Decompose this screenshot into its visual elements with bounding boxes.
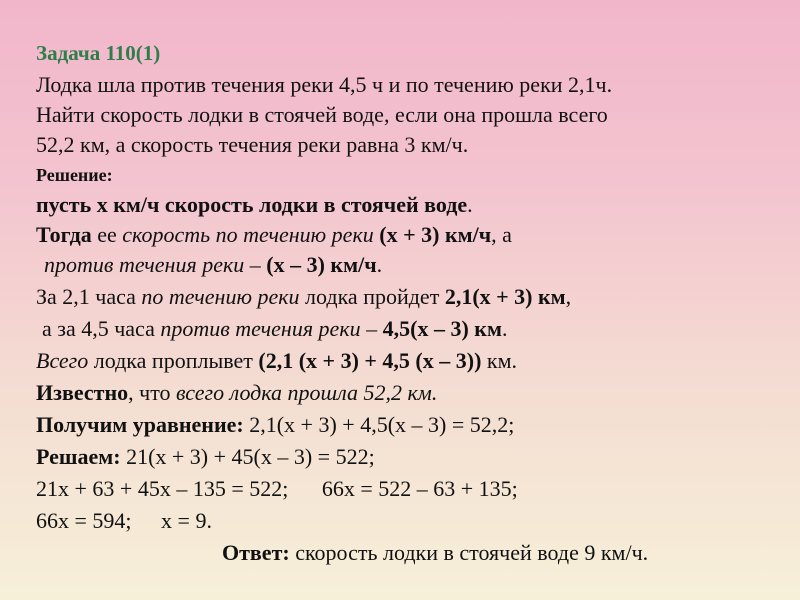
downstream-distance-expr: 2,1(х + 3) км <box>444 284 566 309</box>
downstream-speed-expr: (х + 3) км/ч <box>373 222 492 247</box>
solve-label: Решаем: <box>36 444 121 469</box>
problem-text-line-2: Найти скорость лодки в стоячей воде, если она прошла всего <box>36 102 608 127</box>
answer-label: Ответ: <box>222 540 290 565</box>
text-segment: , <box>565 284 572 309</box>
upstream-distance-expr: 4,5(х – 3) км <box>382 316 502 341</box>
text-segment: За 2,1 часа <box>36 284 142 309</box>
solution-label: Решение: <box>36 165 113 185</box>
known-word: Известно <box>36 380 129 405</box>
text-segment: ее <box>91 222 123 247</box>
solution-line-10 <box>36 476 518 502</box>
answer-text: скорость лодки в стоячей воде 9 км/ч. <box>289 540 649 565</box>
equation: 2,1(х + 3) + 4,5(х – 3) = 52,2; <box>243 412 515 437</box>
equation-step-3: 66х = 522 – 63 + 135; <box>321 476 518 501</box>
text-segment: а за 4,5 часа <box>42 316 161 341</box>
problem-title: Задача 110(1) <box>36 41 161 65</box>
text-segment: . <box>376 252 383 277</box>
solution-line-9 <box>36 444 375 470</box>
total-word: Всего <box>36 348 89 373</box>
solution-line-3 <box>44 252 382 278</box>
solution-line-1 <box>36 192 473 218</box>
downstream-label: по течению реки <box>141 284 300 309</box>
solution-line-5 <box>42 316 507 342</box>
equation-step-1: 21(х + 3) + 45(х – 3) = 522; <box>120 444 375 469</box>
text-segment: . <box>501 316 508 341</box>
solution-line-6 <box>36 348 517 374</box>
text-segment: – <box>360 316 383 341</box>
text-segment: лодка пройдет <box>299 284 445 309</box>
solution-line-2 <box>36 222 512 248</box>
equation-step-2: 21х + 63 + 45х – 135 = 522; <box>36 476 289 501</box>
solution-line-7 <box>36 380 437 406</box>
upstream-label: против течения реки <box>160 316 361 341</box>
solution-line-4 <box>36 284 571 310</box>
then-word: Тогда <box>36 222 92 247</box>
upstream-speed-label: против течения реки <box>44 252 245 277</box>
answer-line <box>222 540 648 566</box>
problem-text-line-3: 52,2 км, а скорость течения реки равна 3 км/ч. <box>36 132 469 157</box>
downstream-speed-label: скорость по течению реки <box>122 222 374 247</box>
text-segment: лодка проплывет <box>88 348 259 373</box>
text-segment: – <box>244 252 267 277</box>
total-distance-expr: (2,1 (х + 3) + 4,5 (х – 3)) <box>258 348 482 373</box>
solution-result: х = 9. <box>161 508 212 533</box>
text-segment: км. <box>481 348 518 373</box>
let-statement: пусть х км/ч скорость лодки в стоячей воде <box>36 192 468 217</box>
known-fact: всего лодка прошла 52,2 км. <box>176 380 438 405</box>
period: . <box>467 192 473 217</box>
upstream-speed-expr: (х – 3) км/ч <box>266 252 377 277</box>
text-segment: , а <box>491 222 512 247</box>
text-segment: , что <box>128 380 177 405</box>
problem-text-line-1: Лодка шла против течения реки 4,5 ч и по течению реки 2,1ч. <box>36 72 613 97</box>
solution-line-8 <box>36 412 514 438</box>
equation-step-4: 66х = 594; <box>36 508 132 533</box>
equation-label: Получим уравнение: <box>36 412 244 437</box>
solution-line-11 <box>36 508 212 534</box>
